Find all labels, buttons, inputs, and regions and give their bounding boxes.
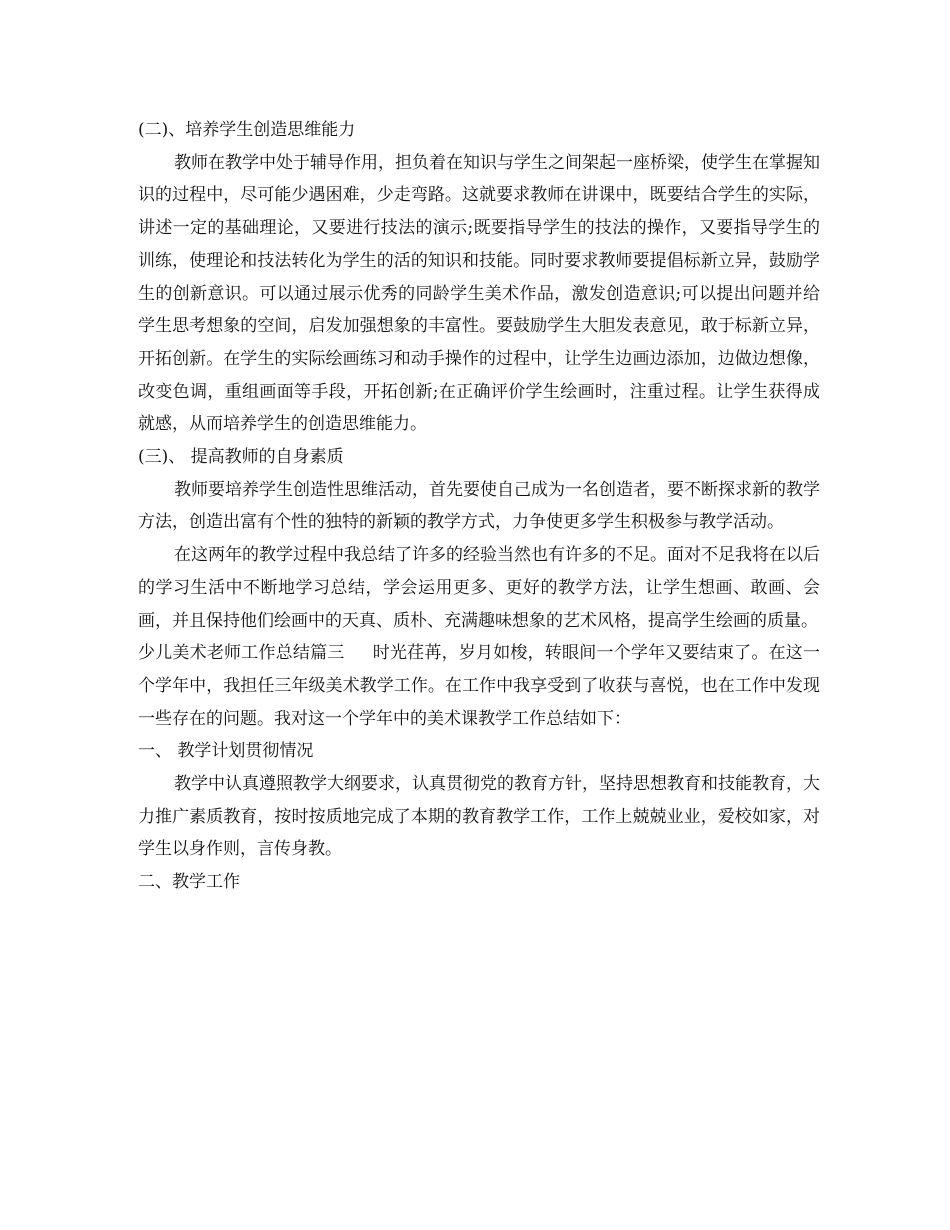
subheading-teaching-work: 二、教学工作 [138, 872, 240, 893]
paragraph-teacher-creativity: 教师要培养学生创造性思维活动，首先要使自己成为一名创造者，要不断探求新的教学方法，创造出富有个性的独特的新颖的教学方式，力争使更多学生积极参与教学活动。 [138, 479, 820, 533]
section-intro: 时光荏苒，岁月如梭，转眼间一个学年又要结束了。在这一个学年中，我担任三年级美术教学工作。在工作中我享受到了收获与喜悦，也在工作中发现一些存在的问题。我对这一个学年中的美术课教学工作总结如下： [138, 643, 821, 729]
subheading-creative-thinking: (二)、培养学生创造思维能力 [138, 120, 356, 140]
paragraph-teacher-role: 教师在教学中处于辅导作用，担负着在知识与学生之间架起一座桥梁，使学生在掌握知识的过程中，尽可能少遇困难，少走弯路。这就要求教师在讲课中，既要结合学生的实际，讲述一定的基础理论，又要进行技法的演示;既要指导学生的技法的操作，又要指导学生的训练，使理论和技法转化为学生的活的知识和技能。同时要求教师要提倡标新立异，鼓励学生的创新意识。可以通过展示优秀的同龄学生美术作品，激发创造意识;可以提出问题并给学生思考想象的空间，启发加强想象的丰富性。要鼓励学生大胆发表意见，敢于标新立异，开拓创新。在学生的实际绘画练习和动手操作的过程中，让学生边画边添加，边做边想像，改变色调，重组画面等手段，开拓创新;在正确评价学生绘画时，注重过程。让学生获得成就感，从而培养学生的创造思维能力。 [138, 152, 820, 435]
subheading-plan-implementation: 一、 教学计划贯彻情况 [138, 741, 314, 762]
subheading-teacher-quality: (三)、 提高教师的自身素质 [138, 447, 344, 468]
paragraph-plan-implementation: 教学中认真遵照教学大纲要求，认真贯彻党的教育方针，坚持思想教育和技能教育，大力推广素质教育，按时按质地完成了本期的教育教学工作，工作上兢兢业业，爱校如家，对学生以身作则，言传身教。 [138, 774, 820, 860]
section-block [138, 637, 820, 735]
document-body [138, 114, 820, 899]
section-title: 少儿美术老师工作总结篇三 [138, 643, 345, 664]
paragraph-two-years-summary: 在这两年的教学过程中我总结了许多的经验当然也有许多的不足。面对不足我将在以后的学习生活中不断地学习总结，学会运用更多、更好的教学方法，让学生想画、敢画、会画，并且保持他们绘画中的天真、质朴、充满趣味想象的艺术风格，提高学生绘画的质量。 [138, 545, 820, 631]
